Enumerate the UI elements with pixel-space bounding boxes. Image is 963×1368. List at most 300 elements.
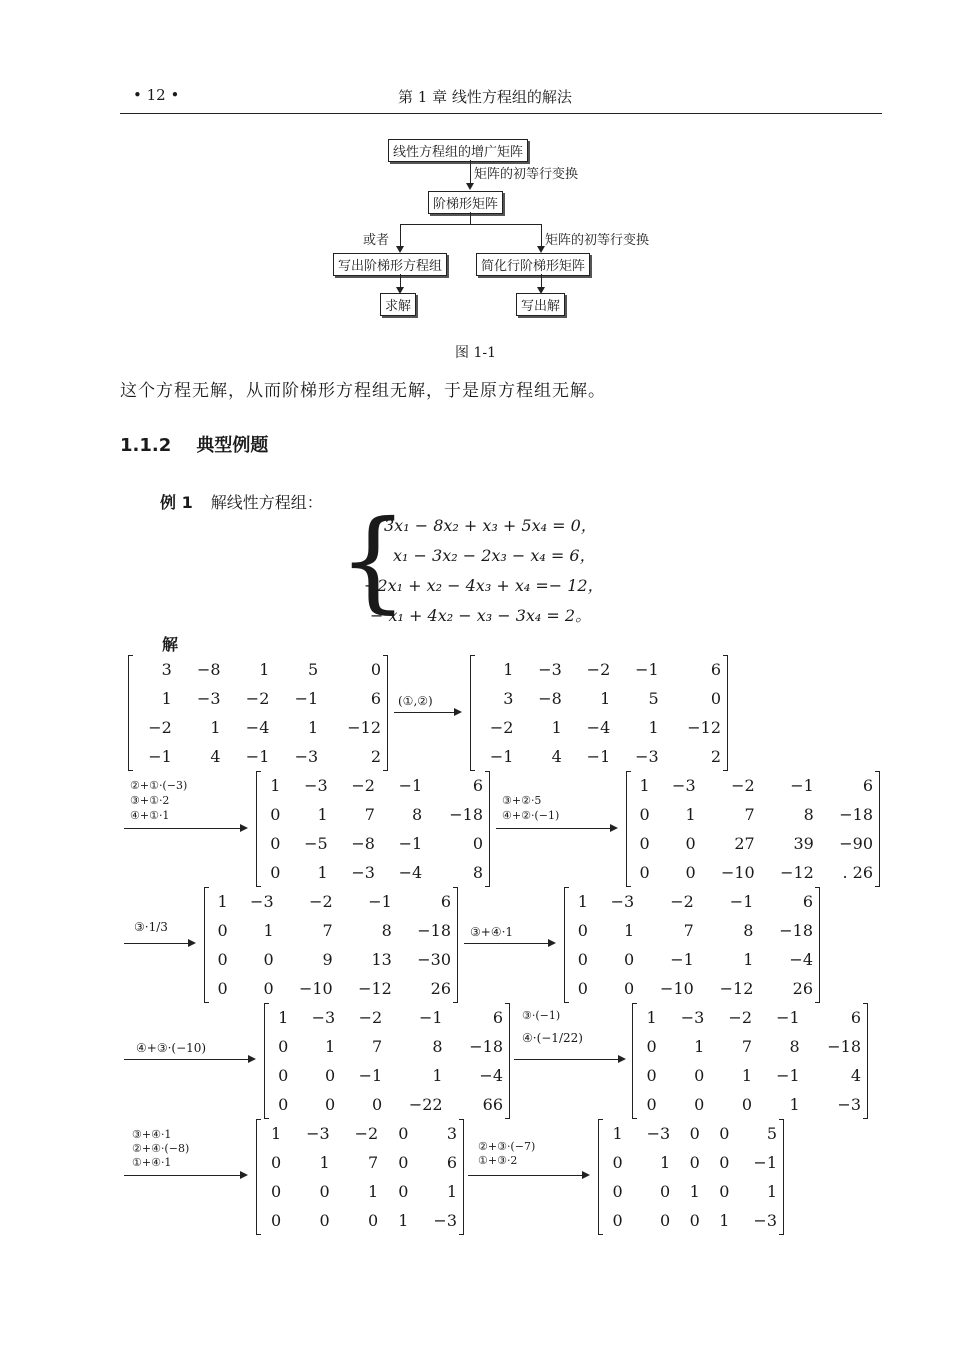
matrix-row — [257, 829, 489, 858]
matrix-cell: −1 — [398, 834, 423, 853]
matrix-cell: −12 — [719, 979, 754, 998]
matrix-row — [633, 1032, 867, 1061]
matrix-8 — [632, 1003, 868, 1119]
matrix-cell: 0 — [370, 660, 381, 679]
matrix-row — [633, 1003, 867, 1032]
figure-caption: 图 1-1 — [455, 345, 496, 361]
matrix-row — [627, 771, 879, 800]
matrix-cell: 7 — [744, 805, 755, 824]
matrix-cell: −3 — [753, 1211, 777, 1230]
matrix-cell: 0 — [719, 1153, 730, 1172]
matrix-cell: −3 — [351, 863, 375, 882]
matrix-cell: 7 — [372, 1037, 383, 1056]
matrix-cell: −30 — [417, 950, 451, 969]
matrix-cell: 7 — [741, 1037, 753, 1056]
matrix-cell: 1 — [259, 660, 270, 679]
flow-box-solve: 求解 — [380, 293, 416, 316]
matrix-cell: 3 — [503, 689, 514, 708]
matrix-cell: 0 — [319, 1182, 330, 1201]
matrix-cell: −1 — [294, 689, 319, 708]
matrix-row — [633, 1061, 867, 1090]
transform-arrow — [124, 828, 246, 829]
matrix-row — [257, 800, 489, 829]
solution-label: 解 — [162, 635, 179, 654]
matrix-cell: 6 — [492, 1008, 503, 1027]
row-op-label: ④+②·(−1) — [502, 809, 560, 822]
matrix-cell: 8 — [472, 863, 483, 882]
matrix-cell: 0 — [689, 1124, 700, 1143]
matrix-row — [257, 771, 489, 800]
matrix-cell: 5 — [308, 660, 319, 679]
matrix-cell: −2 — [245, 689, 270, 708]
matrix-cell: −1 — [358, 1066, 383, 1085]
matrix-cell: −2 — [309, 892, 333, 911]
matrix-cell: 0 — [685, 834, 696, 853]
matrix-cell: 0 — [689, 1153, 700, 1172]
matrix-cell: 6 — [472, 776, 483, 795]
matrix-cell: −8 — [351, 834, 375, 853]
matrix-cell: −3 — [646, 1124, 671, 1143]
matrix-cell: −2 — [489, 718, 514, 737]
matrix-cell: 6 — [446, 1153, 457, 1172]
matrix-cell: 8 — [803, 805, 814, 824]
matrix-cell: 1 — [624, 921, 635, 940]
matrix-cell: 4 — [551, 747, 562, 766]
matrix-cell: 1 — [368, 1182, 379, 1201]
matrix-9 — [256, 1119, 464, 1235]
matrix-row — [129, 684, 387, 713]
matrix-cell: 7 — [368, 1153, 379, 1172]
flow-connector — [400, 224, 401, 248]
flow-box-write-solution: 写出解 — [516, 293, 565, 316]
matrix-cell: 1 — [263, 921, 274, 940]
system-brace: { — [338, 496, 408, 624]
matrix-cell: −1 — [398, 776, 423, 795]
matrix-cell: 8 — [381, 921, 392, 940]
matrix-cell: 0 — [646, 1066, 657, 1085]
matrix-cell: 4 — [850, 1066, 861, 1085]
matrix-cell: −22 — [408, 1095, 443, 1114]
row-op-label: ④+①·1 — [130, 809, 170, 822]
matrix-cell: −3 — [680, 1008, 705, 1027]
row-op-label: ③·1/3 — [134, 920, 168, 934]
matrix-cell: 1 — [766, 1182, 777, 1201]
flow-arrowhead — [537, 246, 545, 253]
matrix-row — [257, 858, 489, 887]
transform-arrow — [124, 1059, 254, 1060]
matrix-cell: 0 — [612, 1211, 623, 1230]
matrix-row — [633, 1090, 867, 1119]
equation-2: x₁ − 3x₂ − 2x₃ − x₄ = 6， — [393, 546, 596, 565]
matrix-row — [257, 1119, 463, 1148]
matrix-row — [471, 742, 727, 771]
matrix-cell: 0 — [325, 1066, 336, 1085]
row-op-label: ①+③·2 — [478, 1154, 518, 1167]
matrix-cell: −18 — [469, 1037, 503, 1056]
transform-arrow — [496, 828, 616, 829]
matrix-cell: −8 — [197, 660, 221, 679]
matrix-row — [599, 1119, 783, 1148]
flow-label-row-ops: 矩阵的初等行变换 — [545, 233, 650, 248]
matrix-row — [565, 945, 819, 974]
matrix-cell: 0 — [612, 1153, 623, 1172]
matrix-cell: −18 — [779, 921, 813, 940]
matrix-cell: −2 — [728, 1008, 753, 1027]
matrix-cell: 6 — [370, 689, 381, 708]
matrix-cell: 1 — [210, 718, 221, 737]
matrix-cell: . 26 — [842, 863, 873, 882]
matrix-cell: 1 — [270, 776, 281, 795]
matrix-cell: 0 — [612, 1182, 623, 1201]
matrix-cell: 7 — [683, 921, 694, 940]
matrix-cell: 0 — [271, 1153, 282, 1172]
header-rule — [120, 113, 882, 114]
flow-arrowhead — [466, 183, 474, 190]
matrix-cell: 6 — [850, 1008, 861, 1027]
matrix-5 — [204, 887, 458, 1003]
matrix-row — [471, 684, 727, 713]
matrix-cell: 1 — [319, 1153, 330, 1172]
matrix-cell: −2 — [731, 776, 755, 795]
matrix-row — [129, 713, 387, 742]
matrix-cell: 0 — [741, 1095, 753, 1114]
matrix-cell: 0 — [624, 950, 635, 969]
matrix-cell: −3 — [672, 776, 696, 795]
matrix-cell: 0 — [270, 834, 281, 853]
matrix-cell: −1 — [368, 892, 392, 911]
matrix-cell: 6 — [862, 776, 873, 795]
matrix-row — [205, 887, 457, 916]
matrix-4 — [626, 771, 880, 887]
matrix-row — [257, 1177, 463, 1206]
matrix-cell: −1 — [586, 747, 611, 766]
matrix-cell: 1 — [685, 805, 696, 824]
matrix-cell: −3 — [610, 892, 635, 911]
matrix-cell: 0 — [278, 1095, 289, 1114]
matrix-cell: 0 — [710, 689, 721, 708]
matrix-cell: 0 — [271, 1182, 282, 1201]
matrix-cell: −8 — [538, 689, 562, 708]
matrix-row — [565, 916, 819, 945]
matrix-row — [627, 858, 879, 887]
body-paragraph: 这个方程无解，从而阶梯形方程组无解，于是原方程组无解。 — [120, 381, 606, 401]
matrix-cell: −3 — [538, 660, 562, 679]
row-op-label: (①,②) — [398, 694, 433, 708]
matrix-cell: −18 — [827, 1037, 861, 1056]
matrix-cell: 1 — [398, 1211, 409, 1230]
matrix-row — [205, 974, 457, 1003]
matrix-cell: 2 — [370, 747, 381, 766]
flow-arrowhead — [396, 246, 404, 253]
flow-connector — [470, 212, 471, 224]
matrix-cell: 1 — [308, 718, 319, 737]
matrix-cell: 8 — [789, 1037, 800, 1056]
matrix-cell: 0 — [577, 979, 588, 998]
matrix-cell: 0 — [694, 1066, 705, 1085]
matrix-cell: 1 — [646, 1008, 657, 1027]
matrix-cell: −2 — [586, 660, 611, 679]
matrix-cell: 0 — [217, 921, 228, 940]
matrix-cell: −5 — [304, 834, 328, 853]
example-label: 例 1 — [160, 493, 193, 512]
matrix-cell: 0 — [270, 863, 281, 882]
matrix-cell: 1 — [600, 689, 611, 708]
matrix-cell: 0 — [659, 1211, 671, 1230]
matrix-cell: −1 — [670, 950, 694, 969]
transform-arrow — [464, 943, 554, 944]
matrix-row — [257, 1148, 463, 1177]
row-op-label: ④+③·(−10) — [136, 1041, 207, 1055]
matrix-cell: −2 — [670, 892, 694, 911]
matrix-cell: −1 — [245, 747, 270, 766]
equation-4: − x₁ + 4x₂ − x₃ − 3x₄ = 2。 — [370, 606, 592, 625]
matrix-cell: 0 — [639, 863, 650, 882]
matrix-cell: −1 — [148, 747, 172, 766]
matrix-row — [565, 974, 819, 1003]
row-op-label: ③+①·2 — [130, 794, 170, 807]
matrix-cell: −18 — [839, 805, 873, 824]
transform-arrow — [394, 712, 460, 713]
matrix-cell: −3 — [635, 747, 659, 766]
matrix-row — [265, 1032, 509, 1061]
matrix-cell: 2 — [710, 747, 721, 766]
matrix-cell: 1 — [325, 1037, 336, 1056]
matrix-cell: −1 — [729, 892, 754, 911]
matrix-cell: 1 — [317, 805, 328, 824]
matrix-cell: 0 — [271, 1211, 282, 1230]
matrix-cell: 0 — [685, 863, 696, 882]
matrix-cell: 0 — [270, 805, 281, 824]
row-op-label: ②+④·(−8) — [132, 1142, 190, 1155]
matrix-cell: 1 — [271, 1124, 282, 1143]
matrix-cell: −10 — [720, 863, 755, 882]
matrix-cell: −3 — [250, 892, 274, 911]
matrix-cell: 66 — [482, 1095, 503, 1114]
matrix-cell: −10 — [660, 979, 694, 998]
matrix-row — [627, 800, 879, 829]
matrix-row — [599, 1206, 783, 1235]
transform-arrow — [468, 1175, 588, 1176]
flow-connector — [400, 224, 541, 225]
matrix-7 — [264, 1003, 510, 1119]
example-prompt: 解线性方程组： — [210, 493, 323, 512]
matrix-cell: −4 — [479, 1066, 503, 1085]
matrix-row — [265, 1090, 509, 1119]
matrix-cell: 1 — [741, 1066, 753, 1085]
matrix-cell: 1 — [689, 1182, 700, 1201]
matrix-cell: 0 — [577, 950, 588, 969]
matrix-cell: 7 — [364, 805, 375, 824]
row-op-label: ③+④·1 — [132, 1128, 172, 1141]
matrix-cell: 1 — [577, 892, 588, 911]
matrix-cell: 1 — [161, 689, 172, 708]
matrix-cell: −1 — [635, 660, 659, 679]
matrix-row — [205, 945, 457, 974]
matrix-cell: 1 — [551, 718, 562, 737]
row-op-label: ③+④·1 — [470, 925, 514, 939]
matrix-cell: −1 — [776, 1008, 800, 1027]
row-op-label: ③+②·5 — [502, 794, 542, 807]
flow-box-write-echelon-system: 写出阶梯形方程组 — [333, 253, 447, 276]
matrix-cell: 0 — [263, 950, 274, 969]
matrix-cell: 0 — [278, 1037, 289, 1056]
matrix-cell: 9 — [322, 950, 333, 969]
matrix-cell: 3 — [161, 660, 172, 679]
matrix-cell: 1 — [217, 892, 228, 911]
matrix-cell: 6 — [440, 892, 451, 911]
matrix-cell: −1 — [790, 776, 814, 795]
matrix-cell: 1 — [648, 718, 659, 737]
matrix-cell: 0 — [646, 1095, 657, 1114]
matrix-row — [565, 887, 819, 916]
flow-box-augmented-matrix: 线性方程组的增广矩阵 — [388, 139, 528, 162]
matrix-cell: 8 — [412, 805, 423, 824]
matrix-cell: −3 — [306, 1124, 330, 1143]
matrix-cell: −3 — [311, 1008, 336, 1027]
flow-box-reduced-echelon-matrix: 简化行阶梯形矩阵 — [476, 253, 590, 276]
matrix-cell: 8 — [432, 1037, 443, 1056]
matrix-cell: 26 — [430, 979, 451, 998]
matrix-cell: 0 — [398, 1124, 409, 1143]
matrix-row — [129, 742, 387, 771]
matrix-2 — [470, 655, 728, 771]
matrix-cell: 1 — [743, 950, 754, 969]
equation-3: −2x₁ + x₂ − 4x₃ + x₄ =− 12， — [364, 576, 604, 595]
matrix-row — [129, 655, 387, 684]
matrix-cell: 1 — [503, 660, 514, 679]
matrix-cell: 3 — [446, 1124, 457, 1143]
matrix-cell: 13 — [371, 950, 392, 969]
matrix-cell: 1 — [639, 776, 650, 795]
matrix-cell: 6 — [710, 660, 721, 679]
matrix-cell: 1 — [659, 1153, 671, 1172]
matrix-cell: 1 — [612, 1124, 623, 1143]
matrix-cell: −2 — [354, 1124, 379, 1143]
matrix-cell: 0 — [694, 1095, 705, 1114]
matrix-cell: −4 — [245, 718, 270, 737]
section-number: 1.1.2 — [120, 435, 172, 456]
matrix-cell: −3 — [433, 1211, 457, 1230]
matrix-cell: 5 — [766, 1124, 777, 1143]
matrix-3 — [256, 771, 490, 887]
row-op-label: ④·(−1/22) — [522, 1031, 583, 1045]
matrix-cell: −1 — [489, 747, 514, 766]
matrix-row — [599, 1177, 783, 1206]
matrix-cell: −12 — [347, 718, 381, 737]
matrix-cell: −90 — [839, 834, 873, 853]
transform-arrow — [514, 1059, 624, 1060]
matrix-row — [471, 713, 727, 742]
matrix-cell: 8 — [743, 921, 754, 940]
matrix-cell: −4 — [398, 863, 423, 882]
matrix-cell: −2 — [148, 718, 172, 737]
matrix-cell: −18 — [417, 921, 451, 940]
matrix-row — [599, 1148, 783, 1177]
row-op-label: ①+④·1 — [132, 1156, 172, 1169]
matrix-cell: −4 — [789, 950, 813, 969]
matrix-cell: 0 — [719, 1182, 730, 1201]
row-op-label: ③·(−1) — [522, 1009, 561, 1022]
matrix-cell: 7 — [322, 921, 333, 940]
section-heading — [120, 431, 268, 457]
row-op-label: ②+③·(−7) — [478, 1140, 536, 1153]
matrix-cell: 0 — [325, 1095, 336, 1114]
matrix-cell: 0 — [398, 1182, 409, 1201]
matrix-cell: 27 — [734, 834, 755, 853]
matrix-row — [205, 916, 457, 945]
matrix-cell: −12 — [687, 718, 721, 737]
matrix-cell: 0 — [639, 805, 650, 824]
matrix-cell: 0 — [217, 950, 228, 969]
matrix-row — [471, 655, 727, 684]
matrix-cell: 0 — [368, 1211, 379, 1230]
matrix-10 — [598, 1119, 784, 1235]
matrix-row — [265, 1061, 509, 1090]
matrix-cell: −3 — [197, 689, 221, 708]
matrix-1 — [128, 655, 388, 771]
matrix-row — [257, 1206, 463, 1235]
matrix-cell: 0 — [319, 1211, 330, 1230]
page-number: • 12 • — [133, 86, 180, 104]
matrix-cell: 1 — [278, 1008, 289, 1027]
matrix-cell: 1 — [432, 1066, 443, 1085]
matrix-cell: 0 — [217, 979, 228, 998]
matrix-cell: 0 — [472, 834, 483, 853]
matrix-cell: 39 — [793, 834, 814, 853]
flow-label-row-ops: 矩阵的初等行变换 — [474, 167, 579, 182]
matrix-cell: 6 — [802, 892, 813, 911]
matrix-cell: 1 — [789, 1095, 800, 1114]
matrix-cell: −1 — [776, 1066, 800, 1085]
matrix-cell: 4 — [210, 747, 221, 766]
transform-arrow — [124, 943, 194, 944]
matrix-cell: 0 — [278, 1066, 289, 1085]
matrix-cell: −3 — [837, 1095, 861, 1114]
section-title: 典型例题 — [196, 435, 269, 456]
matrix-row — [265, 1003, 509, 1032]
matrix-cell: −12 — [780, 863, 814, 882]
matrix-cell: 5 — [648, 689, 659, 708]
matrix-cell: −1 — [753, 1153, 777, 1172]
matrix-cell: 1 — [719, 1211, 730, 1230]
chapter-title: 第 1 章 线性方程组的解法 — [398, 88, 572, 106]
matrix-cell: −2 — [351, 776, 375, 795]
matrix-cell: −3 — [294, 747, 319, 766]
matrix-cell: −18 — [449, 805, 483, 824]
equation-1: 3x₁ − 8x₂ + x₃ + 5x₄ = 0， — [384, 516, 597, 535]
matrix-cell: −3 — [304, 776, 328, 795]
matrix-cell: 0 — [372, 1095, 383, 1114]
matrix-cell: 0 — [719, 1124, 730, 1143]
flow-label-or: 或者 — [363, 233, 390, 248]
matrix-cell: 0 — [646, 1037, 657, 1056]
matrix-cell: −12 — [358, 979, 392, 998]
matrix-cell: −2 — [358, 1008, 383, 1027]
matrix-6 — [564, 887, 820, 1003]
flow-box-echelon-matrix: 阶梯形矩阵 — [428, 191, 503, 214]
matrix-cell: 0 — [659, 1182, 671, 1201]
matrix-cell: −1 — [419, 1008, 443, 1027]
example-statement — [160, 490, 323, 513]
transform-arrow — [124, 1175, 246, 1176]
matrix-cell: 0 — [577, 921, 588, 940]
row-op-label: ②+①·(−3) — [130, 779, 188, 792]
matrix-cell: 0 — [639, 834, 650, 853]
matrix-cell: 1 — [446, 1182, 457, 1201]
matrix-cell: −10 — [298, 979, 333, 998]
matrix-cell: −4 — [586, 718, 611, 737]
matrix-cell: 1 — [694, 1037, 705, 1056]
